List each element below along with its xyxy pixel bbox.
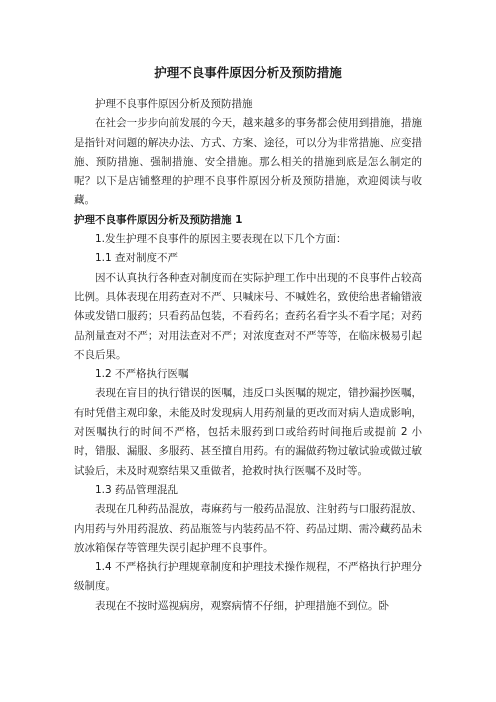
paragraph: 因不认真执行各种查对制度而在实际护理工作中出现的不良事件占较高比例。具体表现在用药查对不严、只喊床号、不喊姓名，致使给患者输错液体或发错口服药；只看药品包装，不看药名；查药名看字头不看字尾；对药品剂量查对不严；对用法查对不严；对浓度查对不严等等，在临床极易引起不良后果。	[74, 271, 422, 361]
paragraph: 1.4 不严格执行护理规章制度和护理技术操作规程，不严格执行护理分级制度。	[74, 561, 422, 593]
document-title: 护理不良事件原因分析及预防措施	[154, 65, 342, 80]
paragraph: 1.3 药品管理混乱	[95, 483, 179, 496]
paragraph: 表现在盲目的执行错误的医嘱，违反口头医嘱的规定，错抄漏抄医嘱，有时凭借主观印象，未能及时发现病人用药剂量的更改而对病人造成影响，对医嘱执行的时间不严格，包括未服药到口或给药时间拖后或提前 2 小时，错服、漏服、多服药、甚至擅自用药。有的漏做药物过敏试验或做过敏试验后，未及时观察结果又重做者，抢救时执行医嘱不及时等。	[74, 387, 422, 477]
paragraph: 1.2 不严格执行医嘱	[95, 368, 189, 381]
paragraph: 表现在不按时巡视病房，观察病情不仔细，护理措施不到位。卧	[95, 599, 389, 612]
paragraph: 1.发生护理不良事件的原因主要表现在以下几个方面：	[95, 233, 347, 246]
document-body	[74, 95, 422, 616]
paragraph: 护理不良事件原因分析及预防措施	[95, 98, 253, 110]
paragraph: 表现在几种药品混放，毒麻药与一般药品混放、注射药与口服药混放、内用药与外用药混放、药品瓶签与内装药品不符、药品过期、需冷藏药品未放冰箱保存等管理失误引起护理不良事件。	[74, 503, 422, 554]
paragraph: 1.1 查对制度不严	[95, 252, 179, 265]
paragraph: 在社会一步步向前发展的今天，越来越多的事务都会使用到措施，措施是指针对问题的解决办法、方式、方案、途径，可以分为非常措施、应变措施、预防措施、强制措施、安全措施。那么相关的措施到底是怎么制定的呢？以下是店铺整理的护理不良事件原因分析及预防措施，欢迎阅读与收藏。	[74, 117, 422, 207]
section-heading: 护理不良事件原因分析及预防措施 1	[74, 213, 243, 226]
